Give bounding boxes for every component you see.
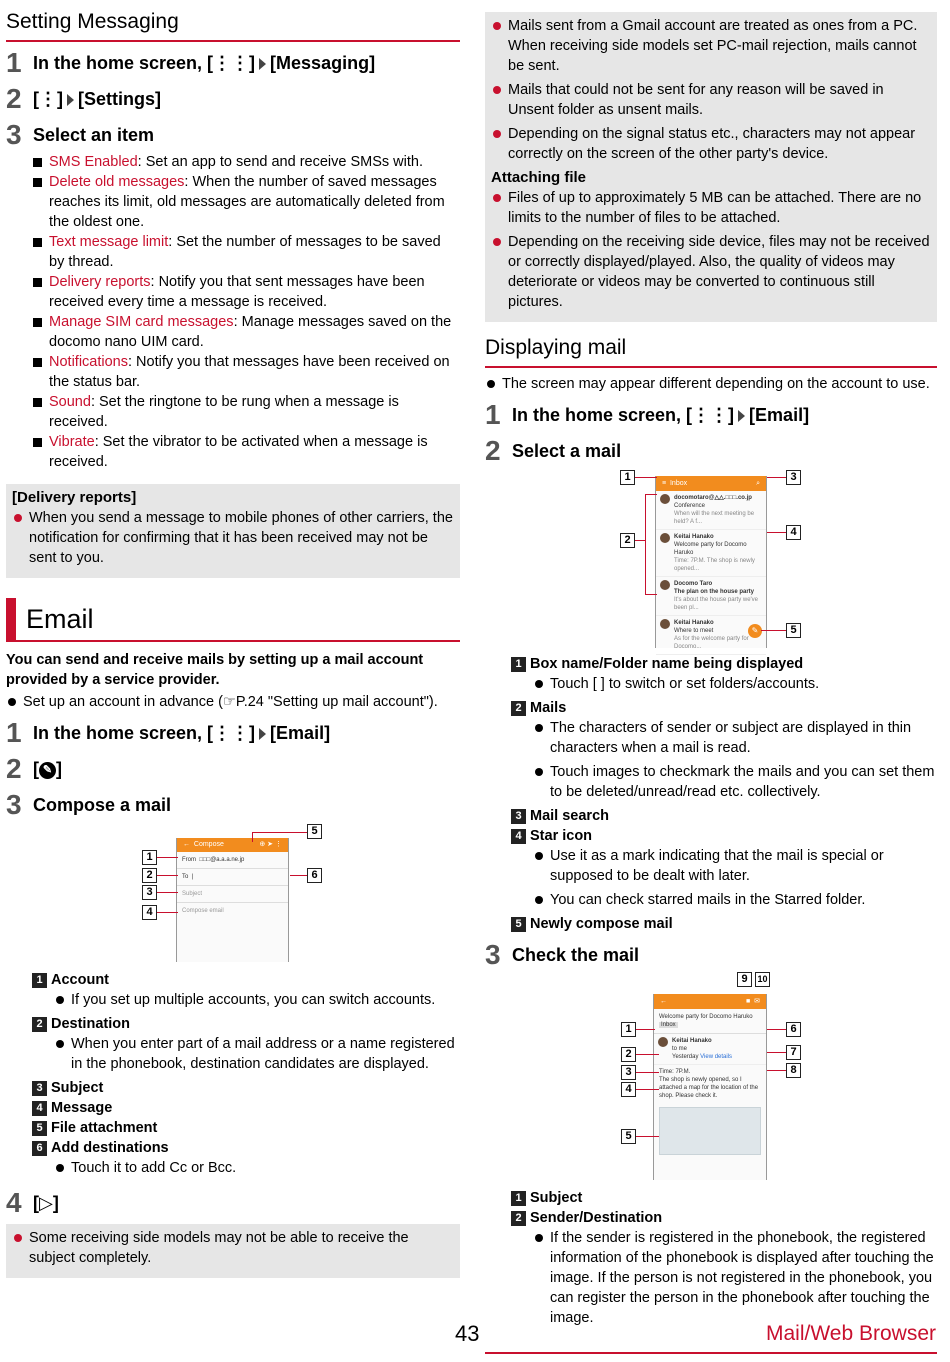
right-column [485,0,937,1332]
footer-divider [485,1352,937,1354]
step-number: 1 [6,717,22,748]
compose-row: Compose email [182,908,224,914]
display-step-3 [485,940,937,970]
callout-5: 5 [786,623,801,638]
list-item: Delivery reports: Notify you that sent messages have been received every time a message is received. [32,272,460,312]
step-1 [6,48,460,78]
inbox-legend [511,654,937,934]
arrow-right-icon [259,728,266,740]
left-column [6,0,460,1284]
list-item: docomotaro@△△.□□□.co.jp Conference When will the next meeting be held? A f... [656,491,766,530]
note-text: Mails sent from a Gmail account are treated as ones from a PC. When receiving side models set PC-mail rejection, mails cannot be sent. [491,16,931,76]
step-text: [⋮] [Settings] [33,89,161,109]
note-text: Depending on the receiving side device, files may not be received or correctly displayed/played. Also, the quality of videos may deteriorate or videos may be converted to continuous still pictures. [491,232,931,312]
list-item: Delete old messages: When the number of saved messages reaches its limit, old messages are automatically deleted from the oldest one. [32,172,460,232]
legend-item: 2 Mails [511,698,937,718]
legend-sub: If you set up multiple accounts, you can switch accounts. [54,990,460,1010]
detail-app-bar [654,994,766,1009]
back-arrow-icon: ← [660,997,667,1005]
legend-item: 5 Newly compose mail [511,914,937,934]
callout-8: 8 [786,1063,801,1078]
step-number: 2 [485,435,501,466]
overflow-menu-icon: ⋮ [275,841,282,848]
step-text: [ ✎ ] [33,759,62,779]
send-icon: ▷ [39,1193,53,1213]
arrow-right-icon [738,410,745,422]
legend-item: 4 Message [32,1098,460,1118]
section-title-setting-messaging: Setting Messaging [6,0,460,42]
legend-item: 2 Destination [32,1014,460,1034]
legend-sub: Touch [ ] to switch or set folders/accounts. [533,674,937,694]
step-number: 4 [6,1187,22,1218]
callout-2: 2 [621,1047,636,1062]
list-item: Sound: Set the ringtone to be rung when a message is received. [32,392,460,432]
map-attachment-image[interactable] [659,1107,761,1155]
display-note: The screen may appear different depending on the account to use. [485,374,937,394]
attach-icon: ⊕ [259,841,266,848]
step-number: 3 [6,789,22,820]
callout-6: 6 [786,1022,801,1037]
legend-item: 3 Mail search [511,806,937,826]
callout-3: 3 [621,1065,636,1080]
detail-legend [511,1188,937,1328]
compose-pencil-icon: ✎ [39,762,56,779]
legend-sub: When you enter part of a mail address or a name registered in the phonebook, destination candidates are displayed. [54,1034,460,1074]
list-item: Manage SIM card messages: Manage messages saved on the docomo nano UIM card. [32,312,460,352]
step-text: Select a mail [512,441,622,461]
list-item: Vibrate: Set the vibrator to be activated when a message is received. [32,432,460,472]
callout-7: 7 [786,1045,801,1060]
note-text: Files of up to approximately 5 MB can be attached. There are no limits to the number of files to be attached. [491,188,931,228]
step-text: In the home screen, [⋮⋮] [Email] [33,723,331,743]
email-intro: You can send and receive mails by setting up a mail account provided by a service provider. [6,652,424,688]
phone-screen [176,838,289,962]
callout-9: 9 [737,972,752,987]
display-step-1 [485,400,937,430]
callout-4: 4 [621,1082,636,1097]
legend-item: 5 File attachment [32,1118,460,1138]
compose-app-bar: ← Compose ⊕ ➤ ⋮ [177,838,288,852]
callout-2: 2 [142,868,157,883]
legend-item: 2 Sender/Destination [511,1208,937,1228]
to-row: To | [177,869,288,886]
back-arrow-icon: ← [183,841,190,848]
list-item: SMS Enabled: Set an app to send and receive SMSs with. [32,152,460,172]
hamburger-menu-icon: ≡ [662,479,667,487]
note-text: When you send a message to mobile phones of other carriers, the notification for confirming that it has been received may not be sent to you. [12,508,454,568]
list-item: Notifications: Notify you that messages have been received on the status bar. [32,352,460,392]
mail-icon: ✉ [754,997,760,1005]
step-text: Compose a mail [33,795,172,815]
legend-sub: The characters of sender or subject are displayed in thin characters when a mail is read. [533,718,937,758]
apps-icon: ⋮⋮ [692,405,729,425]
avatar [660,533,670,543]
mail-detail-screenshot [485,972,937,1180]
attaching-title: Attaching file [491,169,587,186]
detail-subject: Welcome party for Docomo Haruko Inbox [654,1009,766,1034]
arrow-right-icon [259,58,266,70]
callout-3: 3 [786,470,801,485]
phone-screen [653,994,767,1180]
step-3 [6,120,460,150]
note-text: Mails that could not be sent for any reason will be saved in Unsent folder as unsent mails. [491,80,931,120]
legend-item: 6 Add destinations [32,1138,460,1158]
step-number: 1 [485,399,501,430]
step-text: [▷] [33,1193,59,1213]
note-title: [Delivery reports] [12,489,137,506]
legend-item: 3 Subject [32,1078,460,1098]
email-setup-note: Set up an account in advance (☞P.24 "Setting up mail account"). [6,692,460,712]
legend-sub: If the sender is registered in the phonebook, the registered information of the phonebook is displayed after touching the image. If the person is not registered in the phonebook, you can register the person in the phonebook after touching the image. [533,1228,937,1328]
step-number: 2 [6,83,22,114]
legend-sub: You can check starred mails in the Starred folder. [533,890,937,910]
legend-item: 4 Star icon [511,826,937,846]
email-step-4 [6,1188,460,1218]
email-step-3 [6,790,460,820]
arrow-right-icon [67,94,74,106]
step-text: In the home screen, [⋮⋮] [Messaging] [33,53,376,73]
note-text: Depending on the signal status etc., characters may not appear correctly on the screen of the other party's device. [491,124,931,164]
menu-icon: ⋮ [39,89,57,109]
from-row: From □□□@a.a.a.ne.jp [177,852,288,869]
legend-item: 1 Box name/Folder name being displayed [511,654,937,674]
section-title-displaying-mail: Displaying mail [485,328,937,368]
step-number: 1 [6,47,22,78]
callout-1: 1 [620,470,635,485]
callout-5: 5 [307,824,322,839]
legend-sub: Use it as a mark indicating that the mail is special or supposed to be dealt with later. [533,846,937,886]
search-icon: ⌕ [756,479,760,487]
display-step-2 [485,436,937,466]
apps-icon: ⋮⋮ [213,723,250,743]
step-text: In the home screen, [⋮⋮] [Email] [512,405,810,425]
step-text: Select an item [33,125,155,145]
compose-legend [32,970,460,1178]
step-2 [6,84,460,114]
list-item: Keitai Hanako Welcome party for Docomo Haruko Time: 7P.M. The shop is newly opened... [656,530,766,577]
send-icon: ➤ [267,841,274,848]
settings-item-list [32,152,460,472]
compose-fab-icon[interactable]: ✎ [748,624,762,638]
inbox-app-bar: ≡ Inbox ⌕ [656,476,766,491]
phone-screen [655,476,767,648]
avatar [658,1037,668,1047]
apps-icon: ⋮⋮ [213,53,250,73]
callout-6: 6 [307,868,322,883]
step-number: 3 [6,119,22,150]
list-item: Text message limit: Set the number of messages to be saved by thread. [32,232,460,272]
avatar [660,619,670,629]
legend-sub: Touch images to checkmark the mails and you can set them to be deleted/unread/read etc. collectively. [533,762,937,802]
list-item: Keitai Hanako Where to meet As for the welcome party for Docomo... [656,616,766,655]
legend-sub: Touch it to add Cc or Bcc. [54,1158,460,1178]
sender-row: Keitai Hanako to me Yesterday View details [654,1034,766,1065]
section-title-email: Email [6,598,460,642]
note-text: Some receiving side models may not be able to receive the subject completely. [12,1228,454,1268]
callout-3: 3 [142,885,157,900]
email-step-1 [6,718,460,748]
callout-1: 1 [142,850,157,865]
step-number: 3 [485,939,501,970]
page-number: 43 [455,1321,480,1346]
delivery-reports-note [6,484,460,578]
step-text: Check the mail [512,945,640,965]
legend-item: 1 Account [32,970,460,990]
category-label: Mail/Web Browser [766,1322,936,1345]
subject-row: Subject [177,886,288,903]
avatar [660,580,670,590]
callout-10: 10 [755,972,770,987]
list-item: Docomo Taro The plan on the house party It's about the house party we've been pl... [656,577,766,616]
legend-item: 1 Subject [511,1188,937,1208]
callout-1: 1 [621,1022,636,1037]
callout-4: 4 [142,905,157,920]
compose-screenshot [6,822,460,962]
subject-note [6,1224,460,1278]
callout-5: 5 [621,1129,636,1144]
mail-notes [485,12,937,322]
inbox-screenshot [485,468,937,648]
step-number: 2 [6,753,22,784]
delete-icon: ■ [746,997,751,1005]
detail-body: Time: 7P.M. The shop is newly opened, so I attached a map for the location of the shop. Please check it. [659,1069,759,1099]
callout-4: 4 [786,525,801,540]
callout-2: 2 [620,533,635,548]
avatar [660,494,670,504]
email-step-2 [6,754,460,784]
